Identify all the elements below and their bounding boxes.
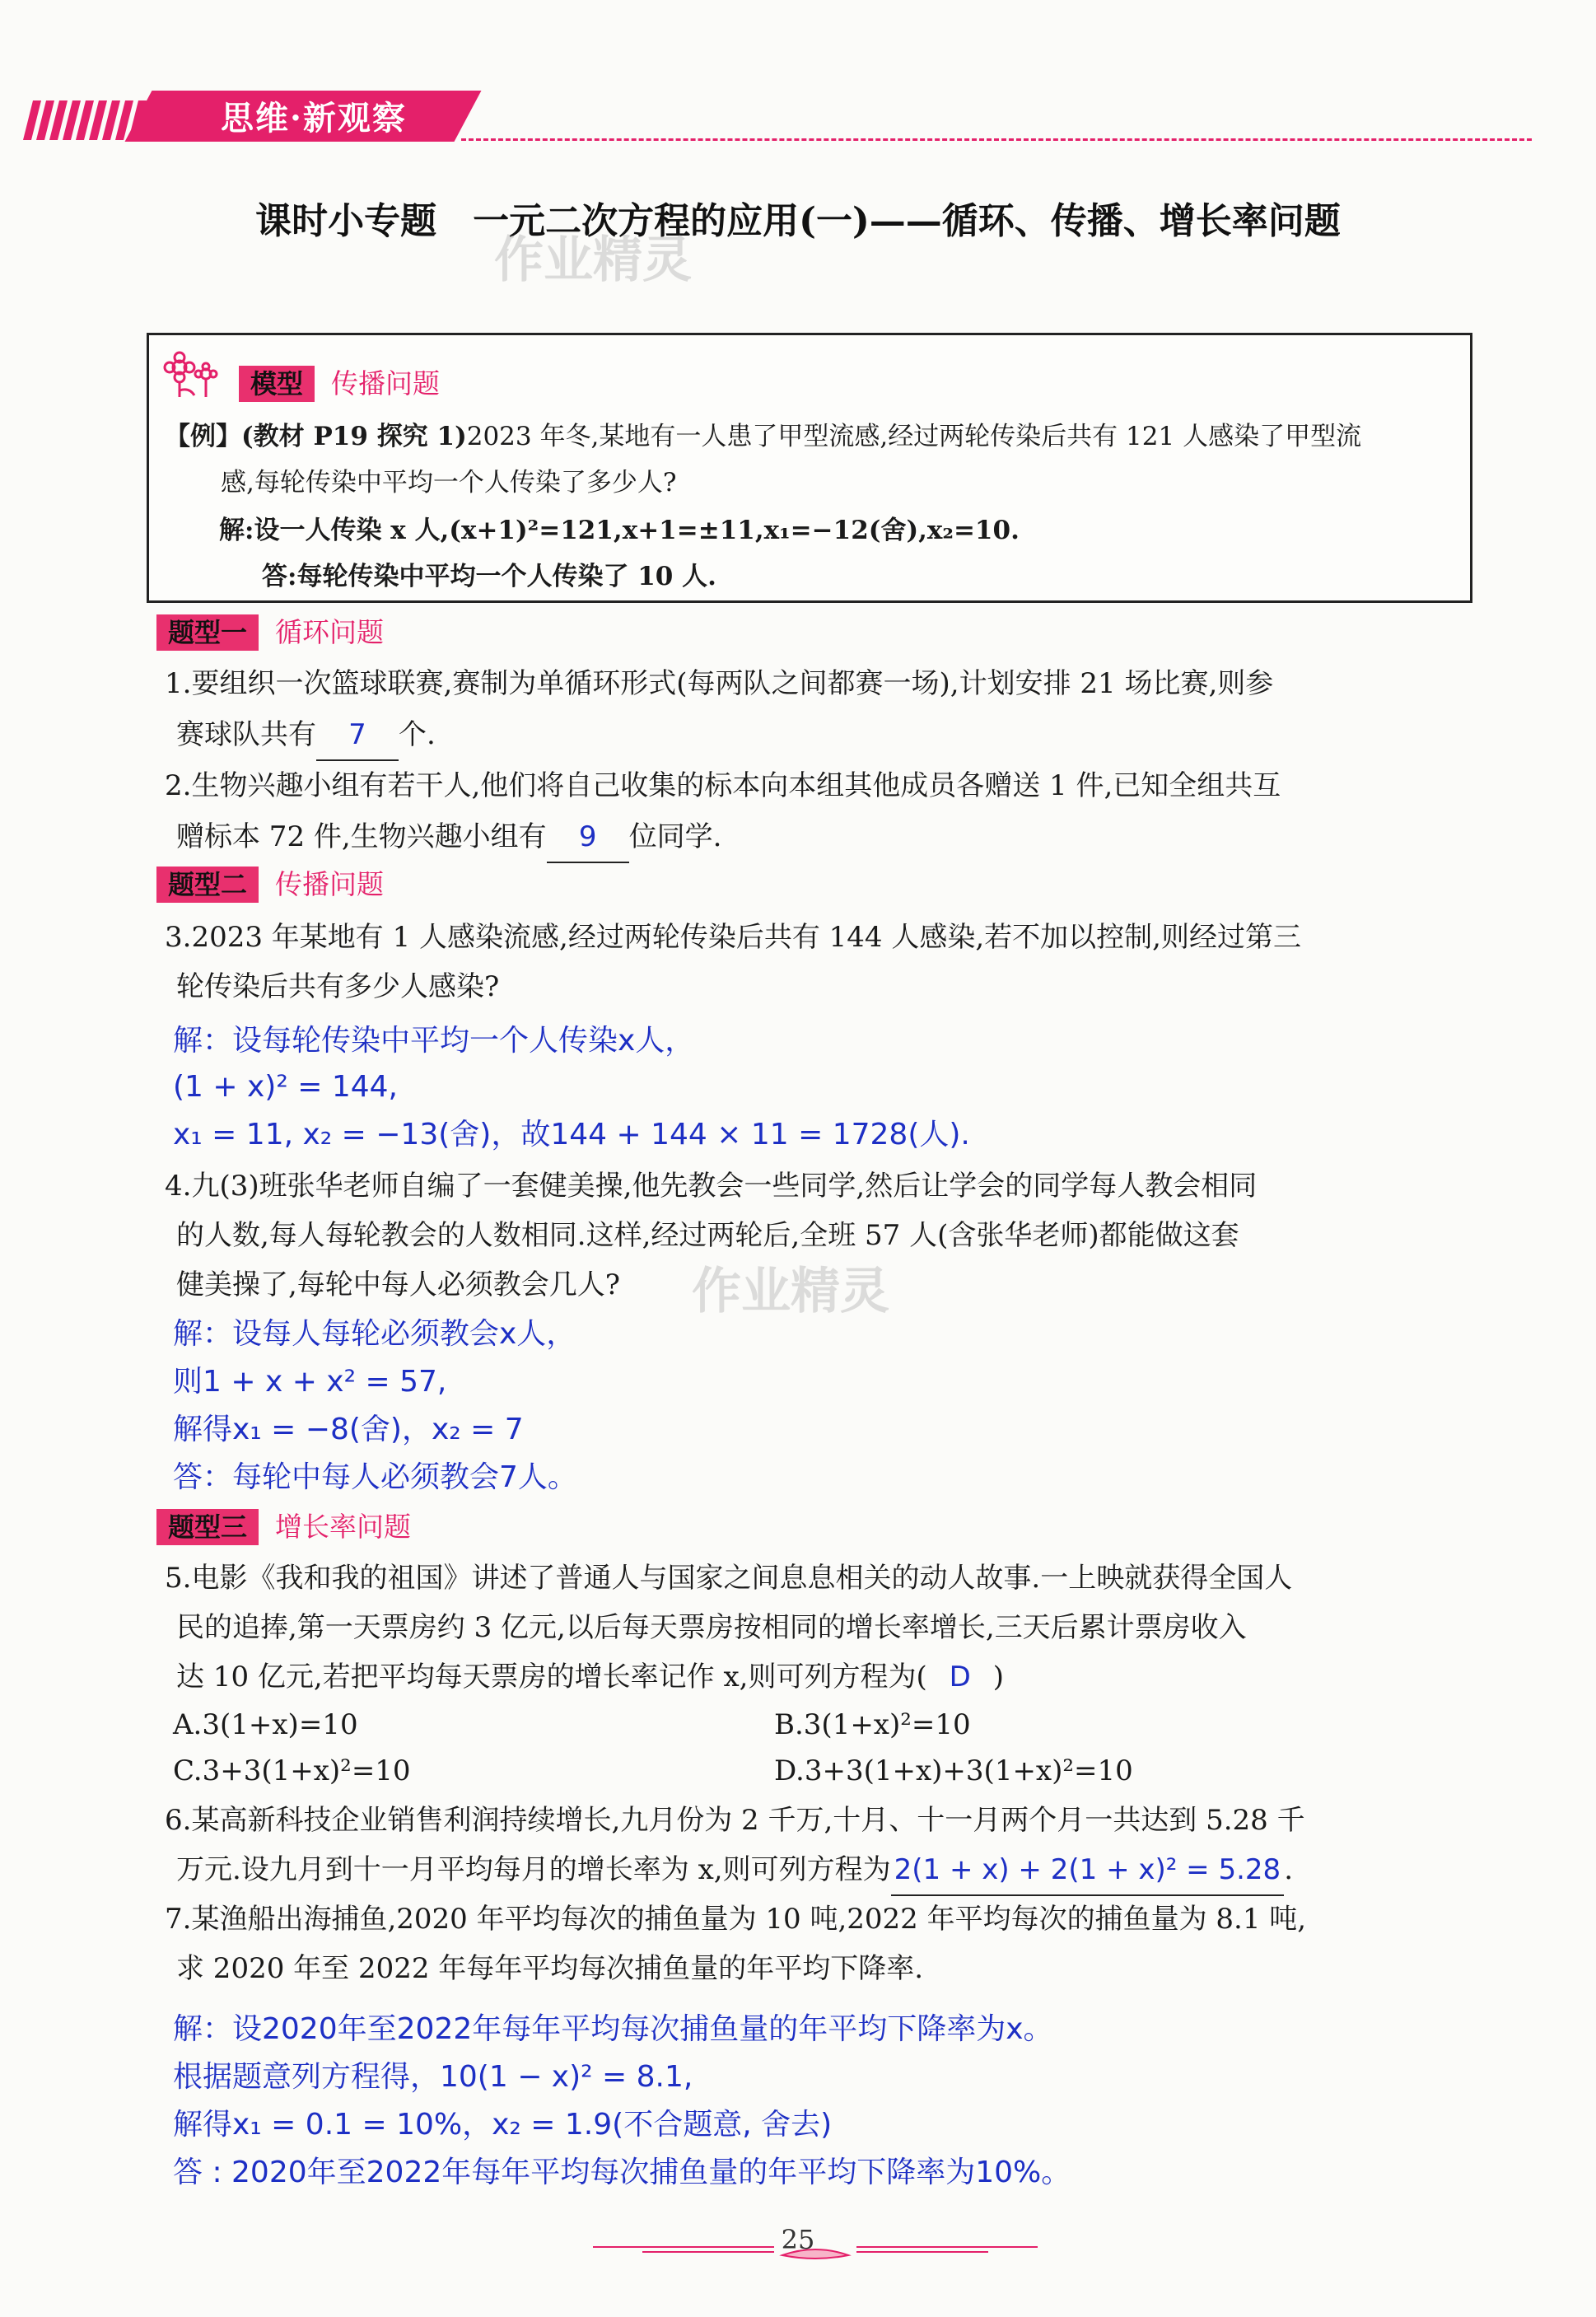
flower-icon (161, 349, 227, 399)
q3-solution-1: 解：设每轮传染中平均一个人传染x人， (173, 1024, 695, 1058)
example-lead: 【例】(教材 P19 探究 1) (165, 422, 467, 451)
q3-solution-3: x₁ = 11, x₂ = −13(舍)，故144 + 144 × 11 = 1728(人). (173, 1118, 970, 1151)
q3-solution-2: (1 + x)² = 144, (173, 1070, 398, 1104)
example-line-1 (165, 413, 1361, 460)
q1-pre: 赛球队共有 (176, 718, 316, 751)
model-header (239, 362, 440, 402)
q5-pre: 达 10 亿元,若把平均每天票房的增长率记作 x,则可列方程为( (176, 1661, 927, 1693)
watermark: 作业精灵 (494, 231, 692, 289)
q6-line-1: 6.某高新科技企业销售利润持续增长,九月份为 2 千万,十月、十一月两个月一共达到 5.28 千 (165, 1804, 1305, 1837)
q1-line-2 (176, 710, 436, 761)
q2-line-2 (176, 812, 722, 863)
type1-tag: 题型一 (156, 614, 259, 651)
q4-line-1: 4.九(3)班张华老师自编了一套健美操,他先教会一些同学,然后让学会的同学每人教会相同 (165, 1170, 1258, 1203)
example-text-1: 2023 年冬,某地有一人患了甲型流感,经过两轮传染后共有 121 人感染了甲型流 (466, 422, 1362, 451)
q5-option-b: B.3(1+x)²=10 (774, 1708, 971, 1741)
q5-option-a: A.3(1+x)=10 (173, 1708, 358, 1741)
q4-solution-2: 则1 + x + x² = 57, (173, 1365, 447, 1399)
type1-header (156, 611, 384, 651)
page-number: 25 (781, 2224, 815, 2255)
q7-line-1: 7.某渔船出海捕鱼,2020 年平均每次的捕鱼量为 10 吨,2022 年平均每次的捕鱼量为 8.1 吨, (165, 1903, 1307, 1936)
q2-pre: 赠标本 72 件,生物兴趣小组有 (176, 820, 547, 853)
q7-solution-3: 解得x₁ = 0.1 = 10%，x₂ = 1.9(不合题意, 舍去) (173, 2108, 833, 2142)
q4-solution-1: 解：设每人每轮必须教会x人， (173, 1317, 576, 1351)
q5-line-3 (176, 1652, 1004, 1702)
q4-solution-3: 解得x₁ = −8(舍)，x₂ = 7 (173, 1413, 524, 1446)
q6-line-2 (176, 1845, 1293, 1896)
header-dashed-line (461, 138, 1532, 141)
model-topic: 传播问题 (331, 367, 441, 399)
q7-solution-4: 答 : 2020年至2022年每年平均每次捕鱼量的年平均下降率为10%。 (173, 2156, 1071, 2189)
q7-solution-2: 根据题意列方程得，10(1 − x)² = 8.1, (173, 2060, 693, 2094)
q6-pre: 万元.设九月到十一月平均每月的增长率为 x,则可列方程为 (176, 1853, 891, 1886)
model-tag: 模型 (239, 366, 315, 402)
watermark-2: 作业精灵 (692, 1263, 889, 1320)
q1-post: 个. (399, 718, 436, 751)
type2-tag: 题型二 (156, 867, 259, 903)
header-title: 思维·新观察 (221, 99, 407, 138)
q1-line-1: 1.要组织一次篮球联赛,赛制为单循环形式(每两队之间都赛一场),计划安排 21 场比赛,则参 (165, 667, 1274, 700)
example-answer: 答:每轮传染中平均一个人传染了 10 人. (262, 562, 716, 591)
q5-option-c: C.3+3(1+x)²=10 (173, 1754, 411, 1787)
q3-line-1: 3.2023 年某地有 1 人感染流感,经过两轮传染后共有 144 人感染,若不加以控制,则经过第三 (165, 921, 1301, 954)
q4-line-2: 的人数,每人每轮教会的人数相同.这样,经过两轮后,全班 57 人(含张华老师)都能做这套 (176, 1219, 1239, 1252)
type1-topic: 循环问题 (275, 616, 385, 648)
q7-solution-1: 解：设2020年至2022年每年平均每次捕鱼量的年平均下降率为x。 (173, 2012, 1053, 2046)
example-line-2: 感,每轮传染中平均一个人传染了多少人? (221, 468, 677, 498)
type3-tag: 题型三 (156, 1509, 259, 1545)
q7-line-2: 求 2020 年至 2022 年每年平均每次捕鱼量的年平均下降率. (176, 1952, 924, 1985)
type3-header (156, 1506, 411, 1545)
page-title: 课时小专题 一元二次方程的应用(一)——循环、传播、增长率问题 (255, 200, 1341, 242)
q4-solution-4: 答：每轮中每人必须教会7人。 (173, 1460, 577, 1494)
q2-answer: 9 (547, 812, 629, 863)
q5-post: ) (992, 1661, 1005, 1693)
type3-topic: 增长率问题 (275, 1511, 412, 1543)
q5-line-2: 民的追捧,第一天票房约 3 亿元,以后每天票房按相同的增长率增长,三天后累计票房收入 (176, 1611, 1247, 1644)
q2-line-1: 2.生物兴趣小组有若干人,他们将自己收集的标本向本组其他成员各赠送 1 件,已知全组共互 (165, 769, 1281, 802)
q2-post: 位同学. (628, 820, 722, 853)
type2-header (156, 863, 384, 903)
q5-option-d: D.3+3(1+x)+3(1+x)²=10 (774, 1754, 1133, 1787)
type2-topic: 传播问题 (275, 868, 385, 900)
q6-post: . (1284, 1853, 1293, 1886)
q5-line-1: 5.电影《我和我的祖国》讲述了普通人与国家之间息息相关的动人故事.一上映就获得全国人 (165, 1562, 1293, 1595)
q4-line-3: 健美操了,每轮中每人必须教会几人? (176, 1268, 621, 1301)
q1-answer: 7 (316, 710, 399, 761)
q6-answer: 2(1 + x) + 2(1 + x)² = 5.28 (891, 1845, 1285, 1896)
q5-answer: D (949, 1661, 971, 1693)
q3-line-2: 轮传染后共有多少人感染? (176, 970, 500, 1003)
example-solution: 解:设一人传染 x 人,(x+1)²=121,x+1=±11,x₁=−12(舍),x₂=10. (219, 516, 1020, 545)
